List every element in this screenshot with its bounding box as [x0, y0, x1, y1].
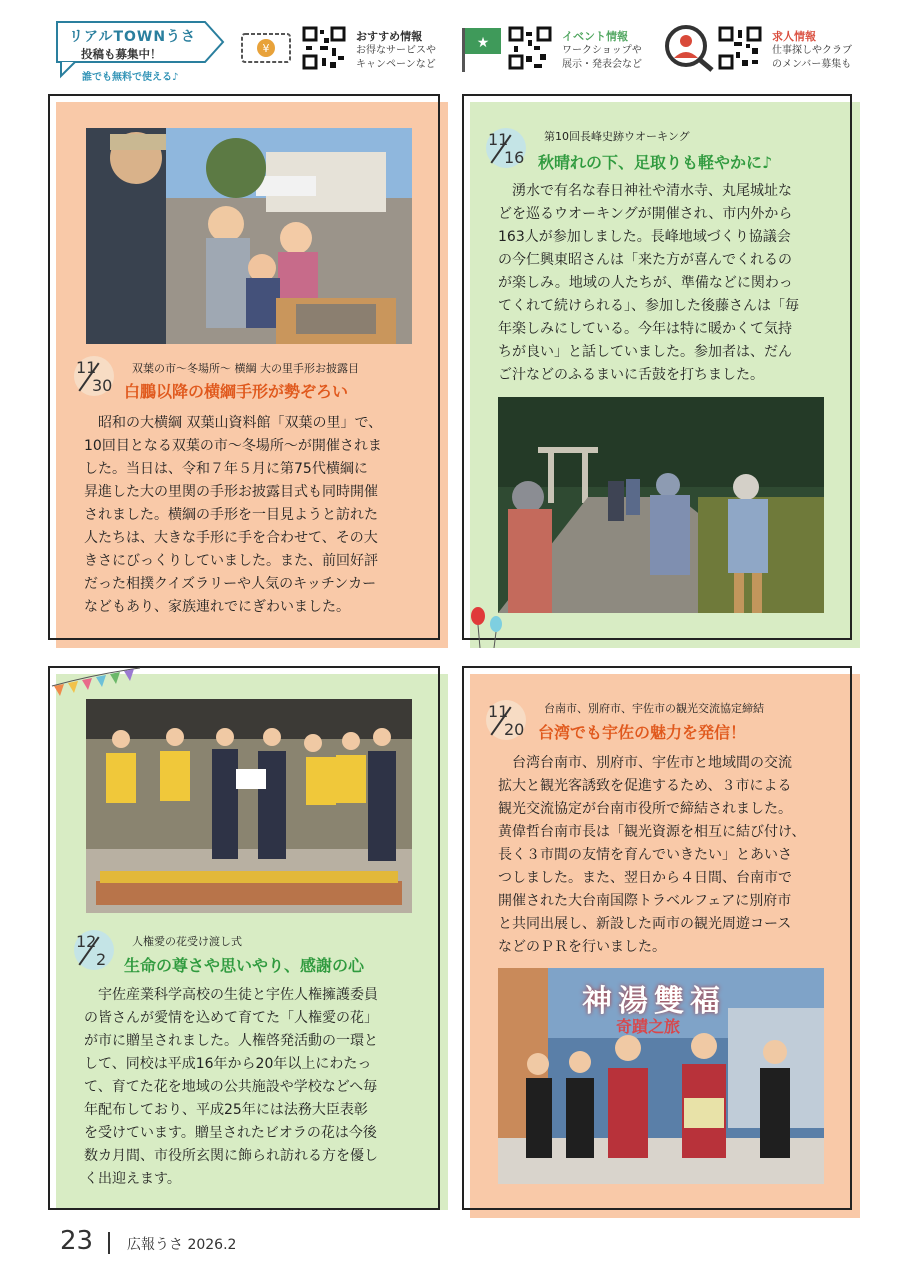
body-line: 年楽しみにしている。今年は特に暖かくて気持 — [498, 321, 792, 337]
article1-subtitle: 双葉の市～冬場所～ 横綱 大の里手形お披露目 — [132, 362, 359, 375]
article4-photo — [498, 968, 824, 1184]
footer-divider — [108, 1232, 110, 1254]
body-line: 昭和の大横綱 双葉山資料館「双葉の里」で、 — [84, 415, 383, 431]
qr-code-job[interactable] — [718, 26, 762, 70]
body-line: を受けています。贈呈されたビオラの花は今後 — [84, 1125, 377, 1141]
body-line: などのＰＲを行いました。 — [498, 939, 666, 955]
svg-text:¥: ¥ — [262, 42, 270, 55]
article3-day: 2 — [96, 950, 107, 969]
article4-body — [498, 752, 828, 959]
article3-subtitle: 人権愛の花受け渡し式 — [132, 935, 242, 948]
page-number: 23 — [60, 1226, 94, 1256]
body-line: した。当日は、令和７年５月に第75代横綱に — [84, 461, 368, 477]
body-line: 宇佐産業科学高校の生徒と宇佐人権擁護委員 — [84, 987, 378, 1003]
body-line: して、同校は平成16年から20年以上にわたっ — [84, 1056, 372, 1072]
cat3-line2: のメンバー募集も — [772, 59, 852, 70]
body-line: く出迎えます。 — [84, 1171, 181, 1187]
body-line: 年配布しており、平成25年には法務大臣表彰 — [84, 1102, 368, 1118]
body-line: されました。横綱の手形を一目見ようと訪れた — [84, 507, 378, 523]
cat2-line2: 展示・発表会など — [562, 59, 642, 70]
article2-body — [498, 180, 828, 387]
body-line: 人たちは、大きな手形に手を合わせて、その大 — [84, 530, 378, 546]
article3-body — [84, 984, 414, 1191]
article3-month: 12 — [76, 932, 97, 951]
article2-photo — [498, 397, 824, 613]
article2-month: 11 — [488, 130, 509, 149]
cat3-line1: 仕事探しやクラブ — [772, 45, 852, 56]
article4-date-badge — [486, 700, 526, 740]
article2-subtitle: 第10回長峰史跡ウオーキング — [544, 130, 690, 143]
body-line: 黄偉哲台南市長は「観光資源を相互に結び付け、 — [498, 824, 806, 840]
body-line: 開催された大台南国際トラベルフェアに別府市 — [498, 893, 792, 909]
body-line: ちが良い」と話していました。参加者は、だん — [498, 344, 792, 360]
article4-photo-sign2: 奇蹟之旅 — [616, 1017, 681, 1036]
body-line: が市に贈呈されました。人権啓発活動の一環と — [84, 1033, 378, 1049]
qr-code-event[interactable] — [508, 26, 552, 70]
body-line: つしました。また、翌日から４日間、台南市で — [498, 870, 792, 886]
article3-headline: 生命の尊さや思いやり、感謝の心 — [124, 956, 365, 975]
article3-date-badge — [74, 930, 114, 970]
article1-day: 30 — [92, 376, 113, 395]
cat2-title: イベント情報 — [562, 30, 628, 43]
body-line: 昇進した大の里関の手形お披露目式も同時開催 — [84, 484, 378, 500]
banner-note: 誰でも無料で使える♪ — [82, 72, 179, 83]
article3-photo — [86, 699, 412, 913]
body-line: 湧水で有名な春日神社や清水寺、丸尾城址な — [498, 183, 792, 199]
article1-headline: 白鵬以降の横綱手形が勢ぞろい — [124, 382, 349, 401]
bunting-icon — [48, 664, 144, 704]
svg-text:★: ★ — [476, 35, 490, 51]
body-line: てくれて続けられる」、参加した後藤さんは「毎 — [498, 298, 799, 314]
article4-photo-sign: 神湯雙福 — [582, 984, 726, 1019]
qr-code-recommend[interactable] — [302, 26, 346, 70]
body-line: きさにびっくりしていました。また、前回好評 — [84, 553, 378, 569]
job-search-icon — [664, 24, 716, 64]
banner-subtitle: 投稿も募集中！ — [81, 47, 162, 61]
body-line: の皆さんが愛情を込めて育てた「人権愛の花」 — [84, 1010, 378, 1026]
flag-icon — [460, 26, 512, 66]
article2-date-badge — [486, 128, 526, 168]
article1-body — [84, 412, 414, 619]
coupon-icon — [240, 30, 292, 70]
balloons-icon — [468, 606, 508, 650]
body-line: 台湾台南市、別府市、宇佐市と地域間の交流 — [498, 755, 792, 771]
body-line: 数カ月間、市役所玄関に飾られ訪れる方を優し — [84, 1148, 378, 1164]
cat1-title: おすすめ情報 — [356, 30, 423, 43]
cat1-line1: お得なサービスや — [356, 45, 436, 56]
article1-photo — [86, 128, 412, 344]
cat3-title: 求人情報 — [772, 30, 816, 43]
article4-headline: 台湾でも宇佐の魅力を発信！ — [538, 723, 747, 742]
article1-month: 11 — [76, 358, 97, 377]
cat2-line1: ワークショップや — [562, 45, 642, 56]
body-line: どを巡るウオーキングが開催され、市内外から — [498, 206, 793, 222]
body-line: 観光交流協定が台南市役所で締結されました。 — [498, 801, 792, 817]
article4-month: 11 — [488, 702, 509, 721]
banner-title: リアルTOWNうさ — [69, 29, 197, 45]
body-line: 163人が参加しました。長峰地域づくり協議会 — [498, 229, 791, 245]
body-line: て、育てた花を地域の公共施設や学校などへ毎 — [84, 1079, 378, 1095]
body-line: だった相撲クイズラリーや人気のキッチンカー — [84, 576, 377, 592]
body-line: の今仁興東昭さんは「来た方が喜んでくれるの — [498, 252, 792, 268]
body-line: 10回目となる双葉の市～冬場所～が開催されま — [84, 438, 382, 454]
body-line: 長く３市間の友情を育んでいきたい」とあいさ — [498, 847, 792, 863]
body-line: が楽しみ。地域の人たちが、準備などに関わっ — [498, 275, 793, 291]
article4-day: 20 — [504, 720, 525, 739]
publication-name: 広報うさ 2026.2 — [127, 1237, 237, 1253]
body-line: と共同出展し、新設した両市の観光周遊コース — [498, 916, 792, 932]
body-line: などもあり、家族連れでにぎわいました。 — [84, 599, 350, 615]
article2-day: 16 — [504, 148, 525, 167]
article2-headline: 秋晴れの下、足取りも軽やかに♪ — [538, 153, 773, 172]
cat1-line2: キャンペーンなど — [356, 59, 436, 70]
article4-subtitle: 台南市、別府市、宇佐市の観光交流協定締結 — [544, 702, 764, 715]
article1-date-badge — [74, 356, 114, 396]
body-line: ご汁などのふるまいに舌鼓を打ちました。 — [498, 367, 764, 383]
body-line: 拡大と観光客誘致を促進するため、３市による — [498, 778, 792, 794]
